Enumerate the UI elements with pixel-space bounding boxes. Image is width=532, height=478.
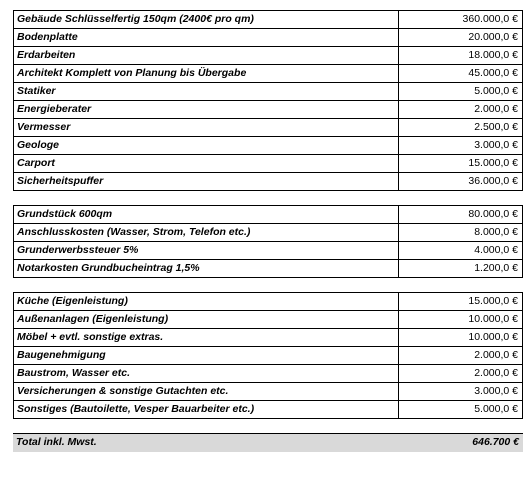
cost-value-cell[interactable]: 20.000,0 € xyxy=(468,31,518,43)
cost-sheet xyxy=(13,10,523,452)
cost-value-cell[interactable]: 3.000,0 € xyxy=(474,385,518,397)
cost-value-cell[interactable]: 10.000,0 € xyxy=(468,331,518,343)
cost-value-cell[interactable]: 3.000,0 € xyxy=(474,139,518,151)
cost-value-cell[interactable]: 5.000,0 € xyxy=(474,403,518,415)
table-row[interactable] xyxy=(14,29,522,47)
table-row[interactable] xyxy=(14,155,522,173)
table-row[interactable] xyxy=(14,224,522,242)
cost-value-cell[interactable]: 15.000,0 € xyxy=(468,157,518,169)
table-row[interactable] xyxy=(14,383,522,401)
cost-label-cell[interactable]: Energieberater xyxy=(14,101,399,118)
cost-label-cell[interactable]: Sicherheitspuffer xyxy=(14,173,399,190)
table-row[interactable] xyxy=(14,206,522,224)
table-row[interactable] xyxy=(14,347,522,365)
cost-value-cell[interactable]: 10.000,0 € xyxy=(468,313,518,325)
cost-label-cell[interactable]: Grunderwerbssteuer 5% xyxy=(14,242,399,259)
cost-group-3 xyxy=(13,292,523,419)
cost-label-cell[interactable]: Geologe xyxy=(14,137,399,154)
cost-label-cell[interactable]: Carport xyxy=(14,155,399,172)
cost-value-cell[interactable]: 80.000,0 € xyxy=(468,208,518,220)
cost-label-cell[interactable]: Sonstiges (Bautoilette, Vesper Bauarbeiter etc.) xyxy=(14,401,399,418)
cost-label-cell[interactable]: Notarkosten Grundbucheintrag 1,5% xyxy=(14,260,399,277)
cost-value-cell[interactable]: 2.000,0 € xyxy=(474,349,518,361)
cost-group-2 xyxy=(13,205,523,278)
table-row[interactable] xyxy=(14,260,522,277)
table-row[interactable] xyxy=(14,137,522,155)
cost-label-cell[interactable]: Baugenehmigung xyxy=(14,347,399,364)
cost-value-cell[interactable]: 8.000,0 € xyxy=(474,226,518,238)
table-row[interactable] xyxy=(14,365,522,383)
cost-value-cell[interactable]: 15.000,0 € xyxy=(468,295,518,307)
cost-value-cell[interactable]: 2.000,0 € xyxy=(474,103,518,115)
cost-label-cell[interactable]: Versicherungen & sonstige Gutachten etc. xyxy=(14,383,399,400)
cost-label-cell[interactable]: Küche (Eigenleistung) xyxy=(14,293,399,310)
table-row[interactable] xyxy=(14,65,522,83)
cost-label-cell[interactable]: Erdarbeiten xyxy=(14,47,399,64)
table-row[interactable] xyxy=(14,293,522,311)
cost-label-cell[interactable]: Grundstück 600qm xyxy=(14,206,399,223)
cost-label-cell[interactable]: Vermesser xyxy=(14,119,399,136)
cost-label-cell[interactable]: Architekt Komplett von Planung bis Übergabe xyxy=(14,65,399,82)
table-row[interactable] xyxy=(14,119,522,137)
table-row[interactable] xyxy=(14,101,522,119)
cost-label-cell[interactable]: Anschlusskosten (Wasser, Strom, Telefon etc.) xyxy=(14,224,399,241)
cost-value-cell[interactable]: 360.000,0 € xyxy=(462,13,518,25)
cost-label-cell[interactable]: Möbel + evtl. sonstige extras. xyxy=(14,329,399,346)
cost-value-cell[interactable]: 5.000,0 € xyxy=(474,85,518,97)
cost-label-cell[interactable]: Bodenplatte xyxy=(14,29,399,46)
cost-value-cell[interactable]: 1.200,0 € xyxy=(474,262,518,274)
cost-label-cell[interactable]: Statiker xyxy=(14,83,399,100)
total-row[interactable] xyxy=(13,433,523,452)
cost-value-cell[interactable]: 36.000,0 € xyxy=(468,175,518,187)
cost-value-cell[interactable]: 45.000,0 € xyxy=(468,67,518,79)
table-row[interactable] xyxy=(14,311,522,329)
table-row[interactable] xyxy=(14,11,522,29)
cost-groups xyxy=(13,10,523,419)
cost-value-cell[interactable]: 2.000,0 € xyxy=(474,367,518,379)
table-row[interactable] xyxy=(14,242,522,260)
table-row[interactable] xyxy=(14,329,522,347)
cost-value-cell[interactable]: 4.000,0 € xyxy=(474,244,518,256)
table-row[interactable] xyxy=(14,173,522,190)
cost-label-cell[interactable]: Gebäude Schlüsselfertig 150qm (2400€ pro qm) xyxy=(14,11,399,28)
cost-label-cell[interactable]: Baustrom, Wasser etc. xyxy=(14,365,399,382)
table-row[interactable] xyxy=(14,83,522,101)
cost-label-cell[interactable]: Außenanlagen (Eigenleistung) xyxy=(14,311,399,328)
cost-value-cell[interactable]: 18.000,0 € xyxy=(468,49,518,61)
cost-group-1 xyxy=(13,10,523,191)
table-row[interactable] xyxy=(14,401,522,418)
total-label[interactable]: Total inkl. Mwst. xyxy=(16,436,97,448)
cost-value-cell[interactable]: 2.500,0 € xyxy=(474,121,518,133)
total-value[interactable]: 646.700 € xyxy=(472,436,519,448)
table-row[interactable] xyxy=(14,47,522,65)
